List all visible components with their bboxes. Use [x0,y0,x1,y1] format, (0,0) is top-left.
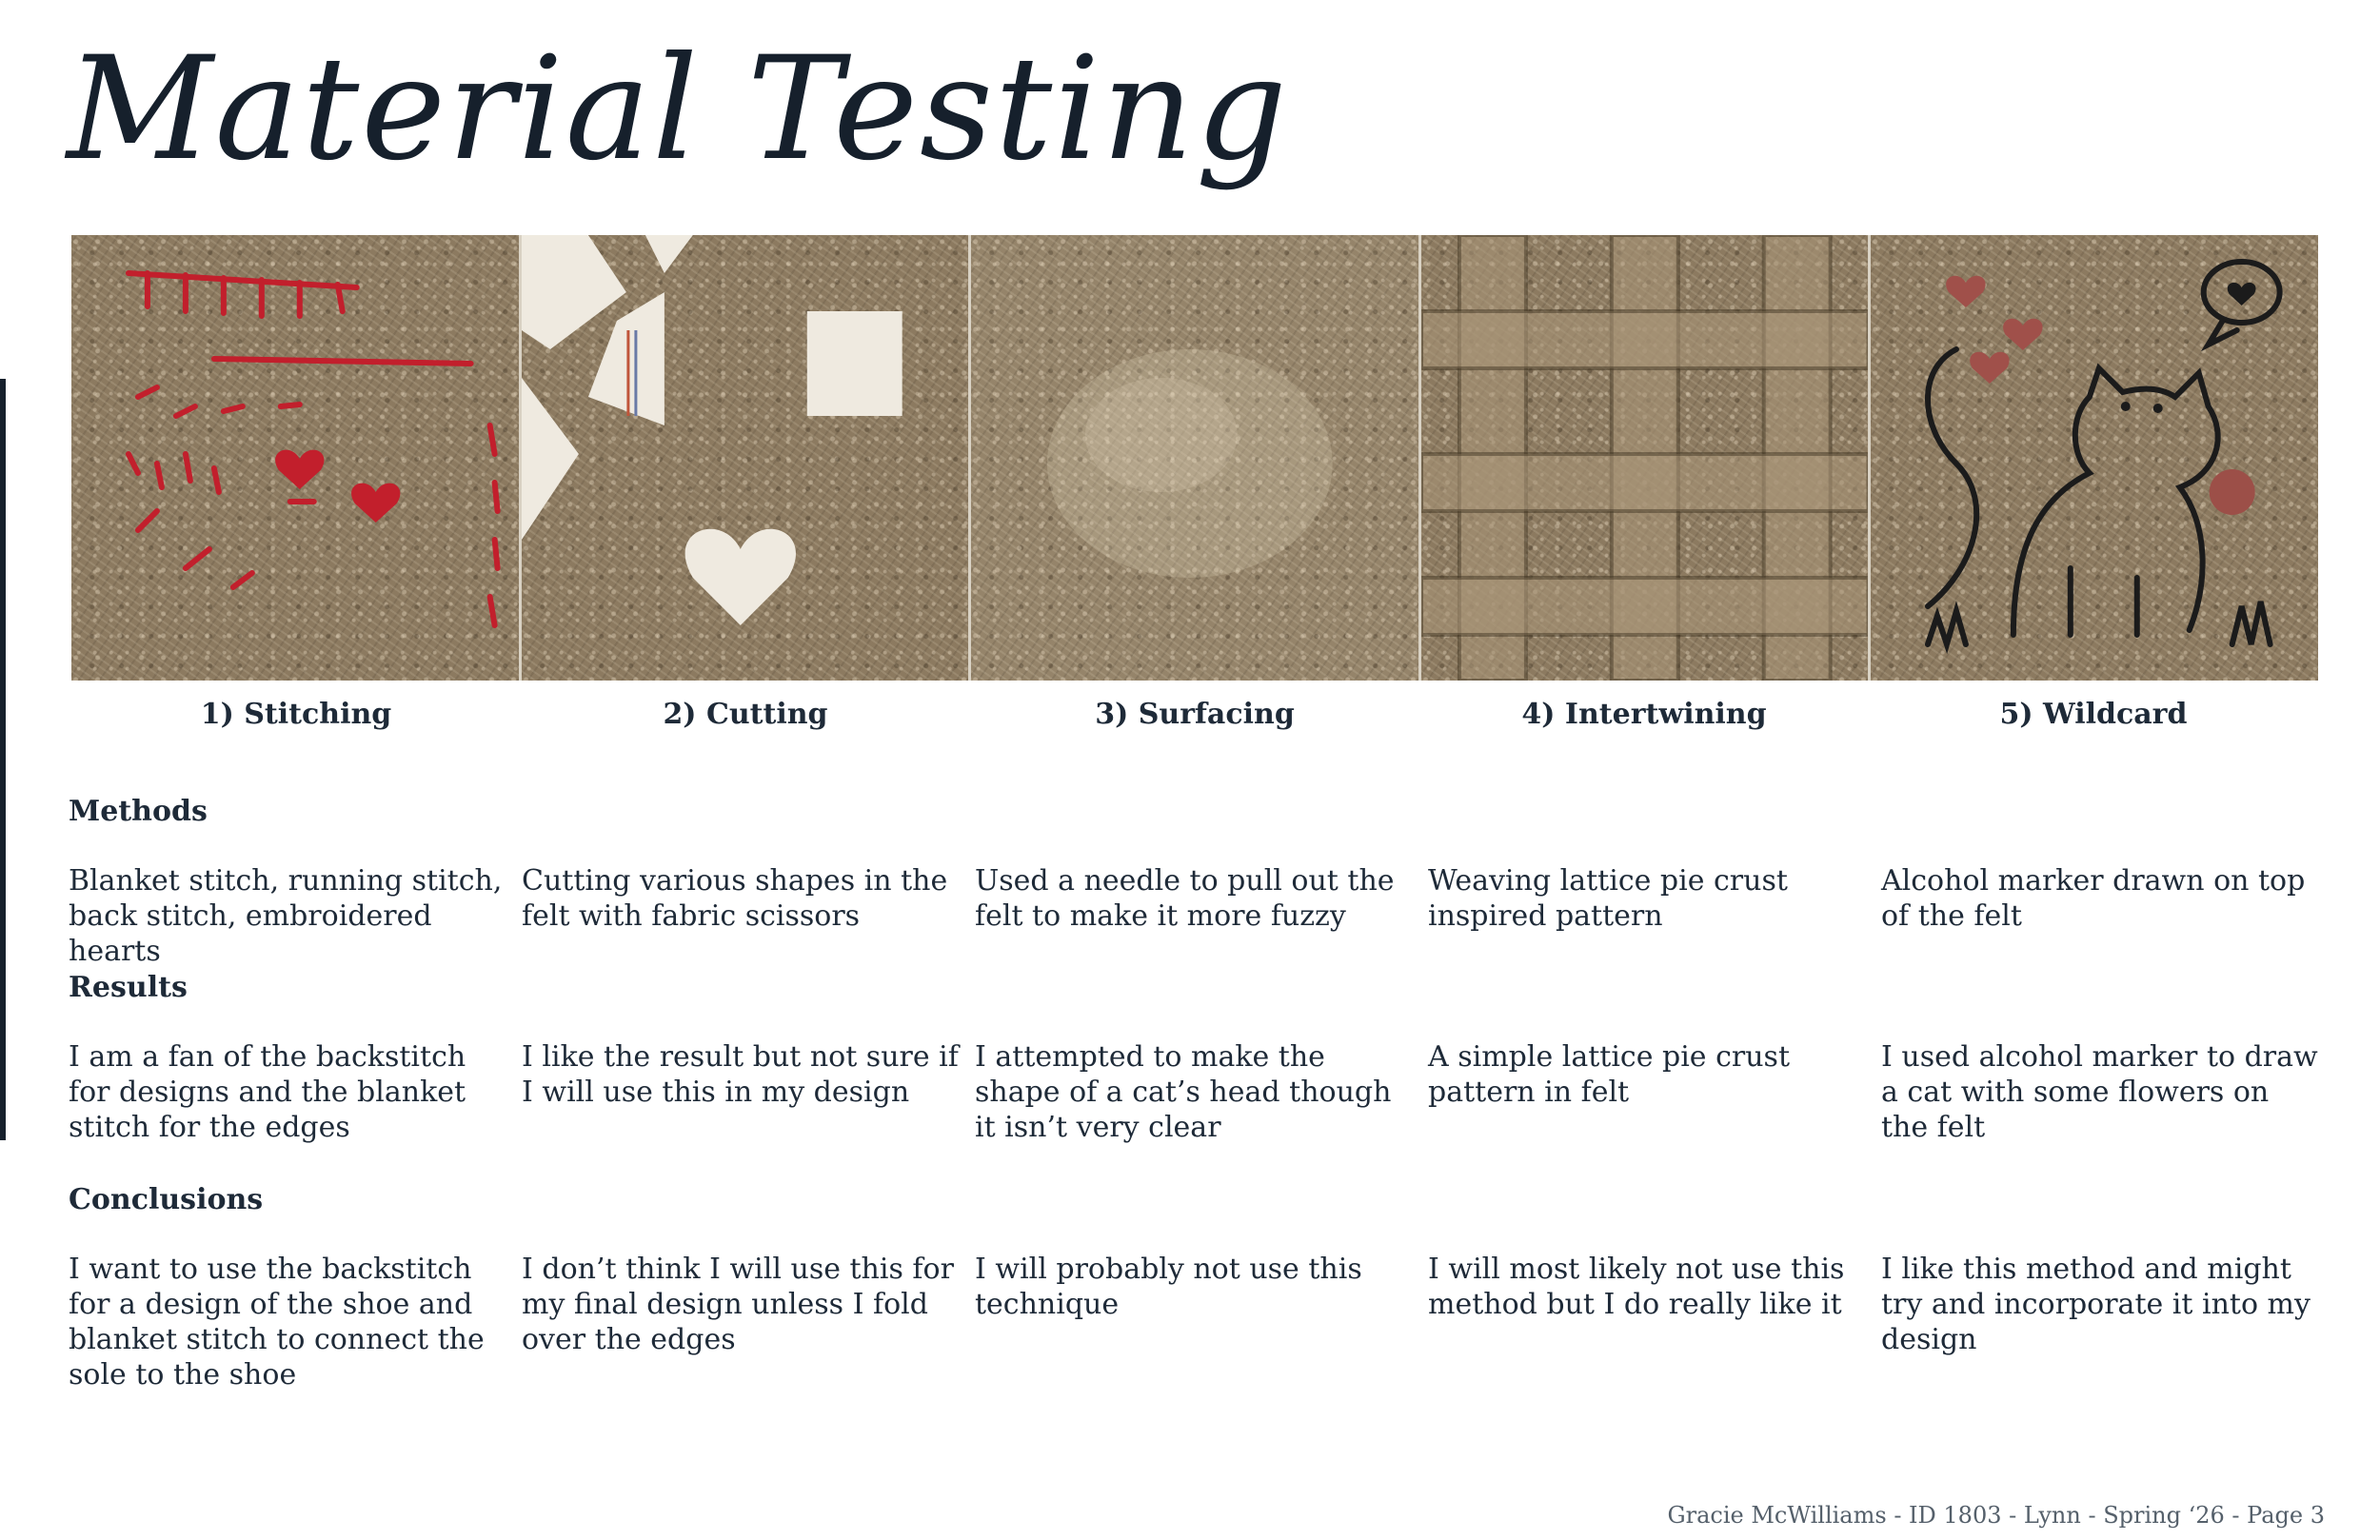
caption-cutting: 2) Cutting [663,698,828,731]
heart-icon [1971,352,2010,384]
methods-intertwining: Weaving lattice pie crust inspired pattern [1428,864,1788,933]
results-stitching: I am a fan of the backstitch for designs and the blanket stitch for the edges [69,1040,466,1144]
flower-icon [2210,469,2255,515]
cutting-illustration [522,235,969,681]
surfacing-illustration [971,235,1418,681]
methods-wildcard: Alcohol marker drawn on top of the felt [1881,864,2306,933]
methods-heading: Methods [69,795,208,828]
photo-captions [71,698,2318,731]
results-row [69,1039,2334,1145]
caption-stitching: 1) Stitching [200,698,392,731]
felt-samples-photo [71,235,2318,681]
conclusions-heading: Conclusions [69,1183,264,1216]
left-accent-bar [0,379,6,1140]
heart-icon [2228,283,2256,306]
heart-icon [1947,276,1986,307]
results-wildcard: I used alcohol marker to draw a cat with some flowers on the felt [1881,1040,2318,1144]
conclusions-row [69,1252,2334,1392]
methods-cutting: Cutting various shapes in the felt with fabric scissors [522,864,948,933]
results-intertwining: A simple lattice pie crust pattern in felt [1428,1040,1791,1109]
felt-sample-wildcard [1871,235,2318,681]
conclusions-surfacing: I will probably not use this technique [975,1253,1362,1321]
heart-icon [2004,319,2043,350]
methods-surfacing: Used a needle to pull out the felt to make it more fuzzy [975,864,1395,933]
methods-row [69,863,2334,969]
methods-stitching: Blanket stitch, running stitch, back stitch, embroidered hearts [69,864,503,968]
cat-drawing-illustration [1871,235,2318,681]
conclusions-stitching: I want to use the backstitch for a design of the shoe and blanket stitch to connect the sole to the shoe [69,1253,485,1392]
results-surfacing: I attempted to make the shape of a cat’s head though it isn’t very clear [975,1040,1392,1144]
felt-sample-stitching [71,235,522,681]
caption-intertwining: 4) Intertwining [1521,698,1767,731]
caption-surfacing: 3) Surfacing [1095,698,1295,731]
caption-wildcard: 5) Wildcard [1999,698,2188,731]
page-footer: Gracie McWilliams - ID 1803 - Lynn - Spring ‘26 - Page 3 [1667,1502,2325,1529]
felt-sample-cutting [522,235,972,681]
felt-sample-intertwining [1421,235,1872,681]
stitching-illustration [71,235,519,681]
results-cutting: I like the result but not sure if I will use this in my design [522,1040,959,1109]
heart-icon [351,484,400,523]
weave-illustration [1421,235,1869,681]
heart-icon [275,450,324,489]
felt-sample-surfacing [971,235,1421,681]
results-heading: Results [69,971,188,1004]
conclusions-intertwining: I will most likely not use this method but I do really like it [1428,1253,1845,1321]
conclusions-wildcard: I like this method and might try and incorporate it into my design [1881,1253,2311,1356]
page-title: Material Testing [67,27,1289,192]
conclusions-cutting: I don’t think I will use this for my final design unless I fold over the edges [522,1253,954,1356]
